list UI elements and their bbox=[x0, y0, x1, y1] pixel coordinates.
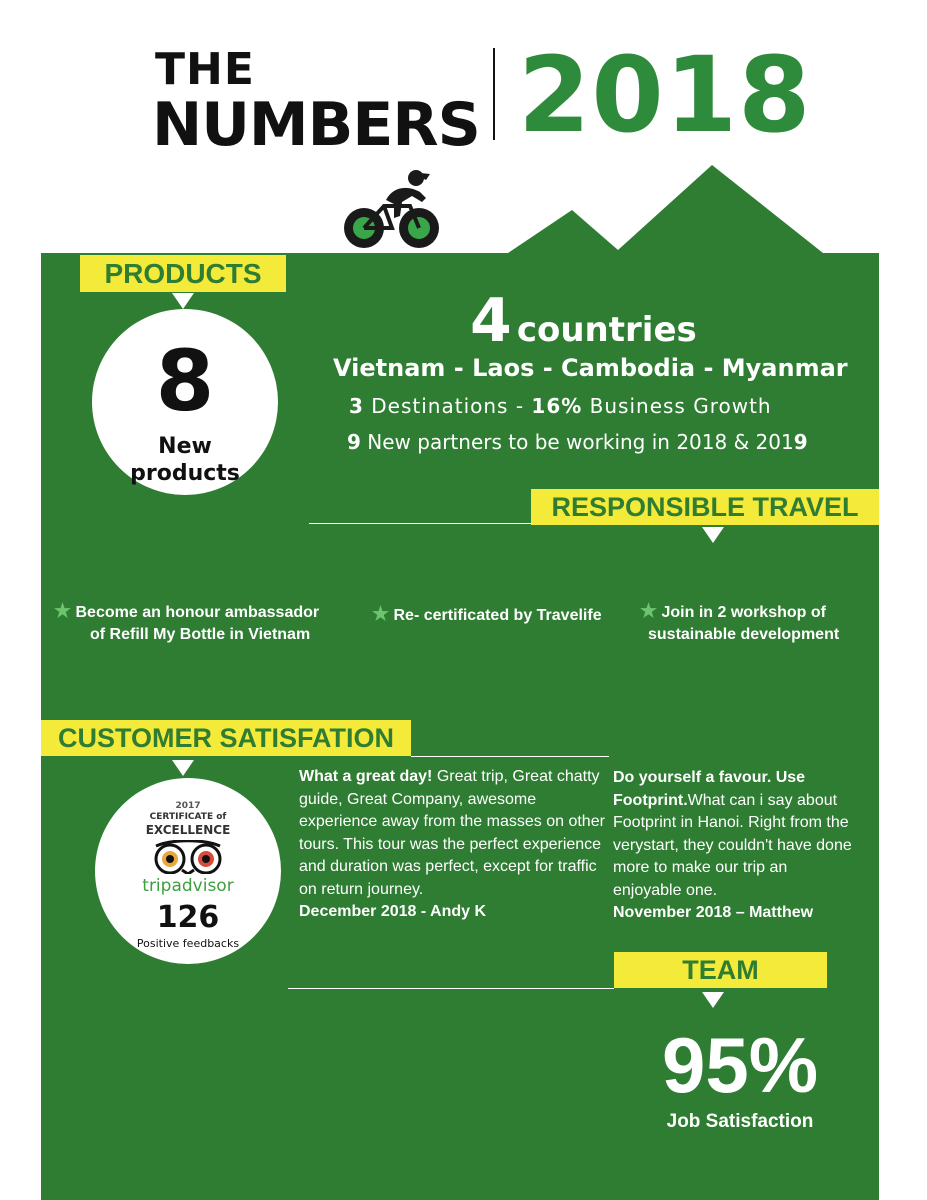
responsible-travel-pointer bbox=[702, 527, 724, 543]
badge-count: 126 bbox=[156, 900, 220, 935]
rt-item-3 bbox=[640, 602, 880, 646]
star-icon: ★ bbox=[640, 601, 658, 622]
rt-item-2-line1: Re- certificated by Travelife bbox=[393, 607, 602, 624]
rt-item-3-line2: sustainable development bbox=[648, 626, 840, 643]
team-line bbox=[288, 988, 614, 989]
destinations-text: Destinations - bbox=[371, 394, 525, 418]
tripadvisor-owl-icon bbox=[152, 840, 224, 874]
destinations-number: 3 bbox=[349, 394, 364, 418]
partners-text: New partners to be working in 2018 & 201 bbox=[367, 430, 794, 454]
title-the: THE bbox=[155, 44, 255, 95]
rt-item-1-line2: of Refill My Bottle in Vietnam bbox=[90, 626, 311, 643]
review-1-lead: What a great day! bbox=[299, 768, 433, 785]
review-1-body: Great trip, Great chatty guide, Great Company, awesome experience away from the masses on other tours. This tour was the perfect experience and duration was perfect, except for traffic on return journey. bbox=[299, 768, 605, 898]
customer-satisfaction-line bbox=[411, 756, 609, 757]
destinations-growth-line bbox=[349, 393, 772, 419]
countries-number: 4 bbox=[470, 286, 512, 356]
title-year: 2018 bbox=[518, 34, 812, 156]
countries-headline bbox=[470, 286, 697, 356]
badge-brand: tripadvisor bbox=[142, 876, 234, 896]
growth-text: Business Growth bbox=[589, 394, 772, 418]
rt-item-2 bbox=[372, 605, 652, 627]
star-icon: ★ bbox=[54, 601, 72, 622]
customer-satisfaction-pointer bbox=[172, 760, 194, 776]
products-label: PRODUCTS bbox=[80, 255, 286, 292]
review-2-lead: Do yourself a favour. Use Footprint. bbox=[613, 769, 806, 809]
title-numbers: NUMBERS bbox=[152, 90, 480, 160]
countries-list: Vietnam - Laos - Cambodia - Myanmar bbox=[333, 354, 848, 382]
partners-end: 9 bbox=[793, 430, 808, 454]
products-count-text-line1: New bbox=[158, 434, 212, 459]
team-value: 95% bbox=[661, 1021, 819, 1109]
countries-word: countries bbox=[516, 310, 697, 350]
star-icon: ★ bbox=[372, 604, 390, 625]
badge-year: 2017 bbox=[175, 801, 201, 811]
rt-item-1-line1: Become an honour ambassador bbox=[75, 604, 320, 621]
team-pointer bbox=[702, 992, 724, 1008]
partners-line bbox=[347, 428, 808, 456]
review-2-body: What can i say about Footprint in Hanoi. Right from the verystart, they couldn't have done more to make our trip an enjoyable one. bbox=[613, 791, 852, 899]
review-1 bbox=[299, 766, 605, 924]
products-pointer bbox=[172, 293, 194, 309]
responsible-travel-label: RESPONSIBLE TRAVEL bbox=[531, 489, 879, 525]
responsible-travel-line bbox=[309, 523, 531, 524]
title-divider bbox=[493, 48, 495, 140]
team-label: TEAM bbox=[614, 952, 827, 988]
growth-number: 16% bbox=[531, 394, 583, 418]
badge-excellence: EXCELLENCE bbox=[145, 823, 231, 837]
rt-item-1 bbox=[54, 602, 374, 646]
products-count: 8 bbox=[155, 332, 215, 430]
cyclist-icon bbox=[340, 162, 440, 254]
customer-satisfaction-label: CUSTOMER SATISFATION bbox=[41, 720, 411, 756]
team-caption: Job Satisfaction bbox=[666, 1111, 814, 1132]
review-1-signature: December 2018 - Andy K bbox=[299, 903, 487, 920]
partners-number: 9 bbox=[347, 430, 361, 454]
products-count-text-line2: products bbox=[130, 461, 240, 486]
rt-item-3-line1: Join in 2 workshop of bbox=[661, 604, 826, 621]
review-2-signature: November 2018 – Matthew bbox=[613, 904, 814, 921]
badge-cert-line: CERTIFICATE of bbox=[149, 812, 227, 822]
review-2 bbox=[613, 767, 858, 925]
badge-count-label: Positive feedbacks bbox=[136, 937, 240, 950]
